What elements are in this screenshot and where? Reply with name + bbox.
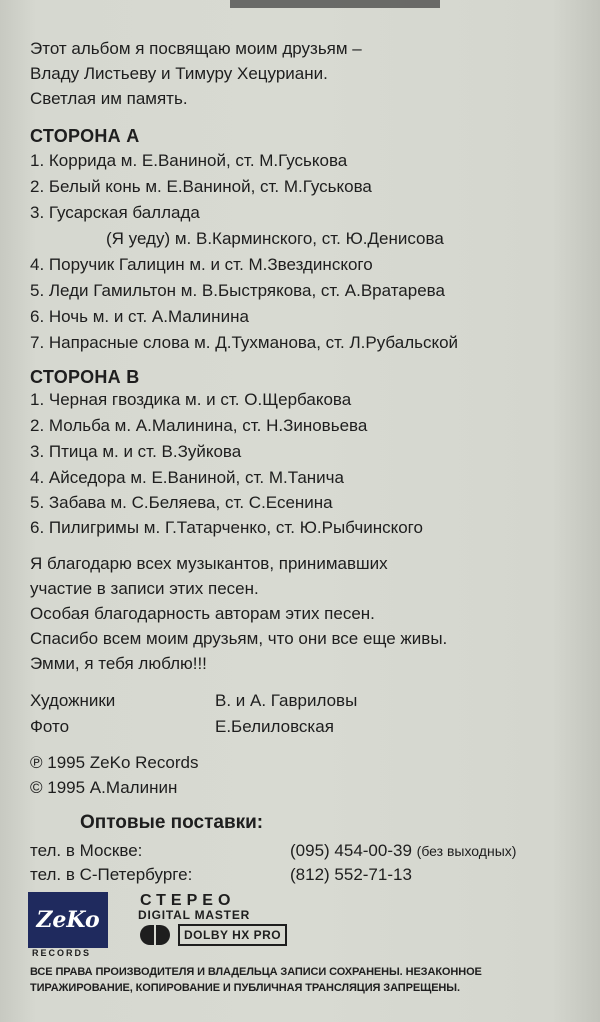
moscow-phone-number: (095) 454-00-39 xyxy=(290,841,412,860)
spb-label: тел. в С-Петербурге: xyxy=(30,865,193,884)
credit-photo-label: Фото xyxy=(30,717,70,736)
wholesale-title: Оптовые поставки: xyxy=(80,812,264,833)
track-item: 5. Забава м. С.Беляева, ст. С.Есенина xyxy=(30,493,333,512)
dedication-line: Светлая им память. xyxy=(30,89,188,108)
side-b-heading: СТОРОНА В xyxy=(30,367,140,387)
rights-notice-line: ТИРАЖИРОВАНИЕ, КОПИРОВАНИЕ И ПУБЛИЧНАЯ ТРАНСЛЯЦИЯ ЗАПРЕЩЕНЫ. xyxy=(30,982,460,994)
track-item: 3. Птица м. и ст. В.Зуйкова xyxy=(30,442,242,461)
spb-phone: (812) 552-71-13 xyxy=(290,865,412,884)
phonogram-copyright: ℗ 1995 ZeKo Records xyxy=(30,753,199,772)
track-item: 7. Напрасные слова м. Д.Тухманова, ст. Л.Рубальской xyxy=(30,333,459,352)
top-edge-strip xyxy=(230,0,440,8)
track-item: 5. Леди Гамильтон м. В.Быстрякова, ст. А.Вратарева xyxy=(30,281,445,300)
dolby-double-d-icon xyxy=(140,925,172,945)
thanks-line: Особая благодарность авторам этих песен. xyxy=(30,604,375,623)
thanks-line: Я благодарю всех музыкантов, принимавших xyxy=(30,554,388,573)
moscow-label: тел. в Москве: xyxy=(30,841,143,860)
track-item: 2. Белый конь м. Е.Ваниной, ст. М.Гуськова xyxy=(30,177,372,196)
dedication-line: Владу Листьеву и Тимуру Хецуриани. xyxy=(30,64,328,83)
phone-row-spb xyxy=(30,864,412,886)
track-item: 1. Коррида м. Е.Ваниной, ст. М.Гуськова xyxy=(30,151,348,170)
track-item: 4. Поручик Галицин м. и ст. М.Звездинского xyxy=(30,255,373,274)
dedication-line: Этот альбом я посвящаю моим друзьям – xyxy=(30,39,362,58)
rights-notice-line: ВСЕ ПРАВА ПРОИЗВОДИТЕЛЯ И ВЛАДЕЛЬЦА ЗАПИСИ СОХРАНЕНЫ. НЕЗАКОННОЕ xyxy=(30,966,482,978)
track-item-continuation: (Я уеду) м. В.Карминского, ст. Ю.Денисова xyxy=(106,229,444,248)
track-item: 4. Айседора м. Е.Ваниной, ст. М.Танича xyxy=(30,468,344,487)
track-item: 1. Черная гвоздика м. и ст. О.Щербакова xyxy=(30,390,352,409)
copyright-notice: © 1995 А.Малинин xyxy=(30,778,178,797)
credit-artists-label: Художники xyxy=(30,691,116,710)
stereo-mark: СТЕРЕО xyxy=(140,892,236,909)
moscow-phone-note: (без выходных) xyxy=(416,843,517,859)
track-item: 6. Ночь м. и ст. А.Малинина xyxy=(30,307,249,326)
dolby-hx-pro-badge: DOLBY HX PRO xyxy=(178,924,287,946)
thanks-line: участие в записи этих песен. xyxy=(30,579,259,598)
track-item: 2. Мольба м. А.Малинина, ст. Н.Зиновьева xyxy=(30,416,368,435)
credit-artists-value: В. и А. Гавриловы xyxy=(215,691,358,710)
phone-row-moscow xyxy=(30,840,517,862)
credit-photo-row xyxy=(30,716,334,738)
digital-master-mark: DIGITAL MASTER xyxy=(138,908,251,922)
zeko-logo-subtitle: RECORDS xyxy=(32,948,92,958)
zeko-logo: ZeKo xyxy=(28,892,108,948)
credit-photo-value: Е.Белиловская xyxy=(215,717,334,736)
side-a-heading: СТОРОНА А xyxy=(30,126,140,146)
moscow-phone xyxy=(290,840,516,862)
track-item: 3. Гусарская баллада xyxy=(30,203,200,222)
thanks-line: Эмми, я тебя люблю!!! xyxy=(30,654,207,673)
credit-artists-row xyxy=(30,690,358,712)
thanks-line: Спасибо всем моим друзьям, что они все еще живы. xyxy=(30,629,448,648)
track-item: 6. Пилигримы м. Г.Татарченко, ст. Ю.Рыбчинского xyxy=(30,518,423,537)
